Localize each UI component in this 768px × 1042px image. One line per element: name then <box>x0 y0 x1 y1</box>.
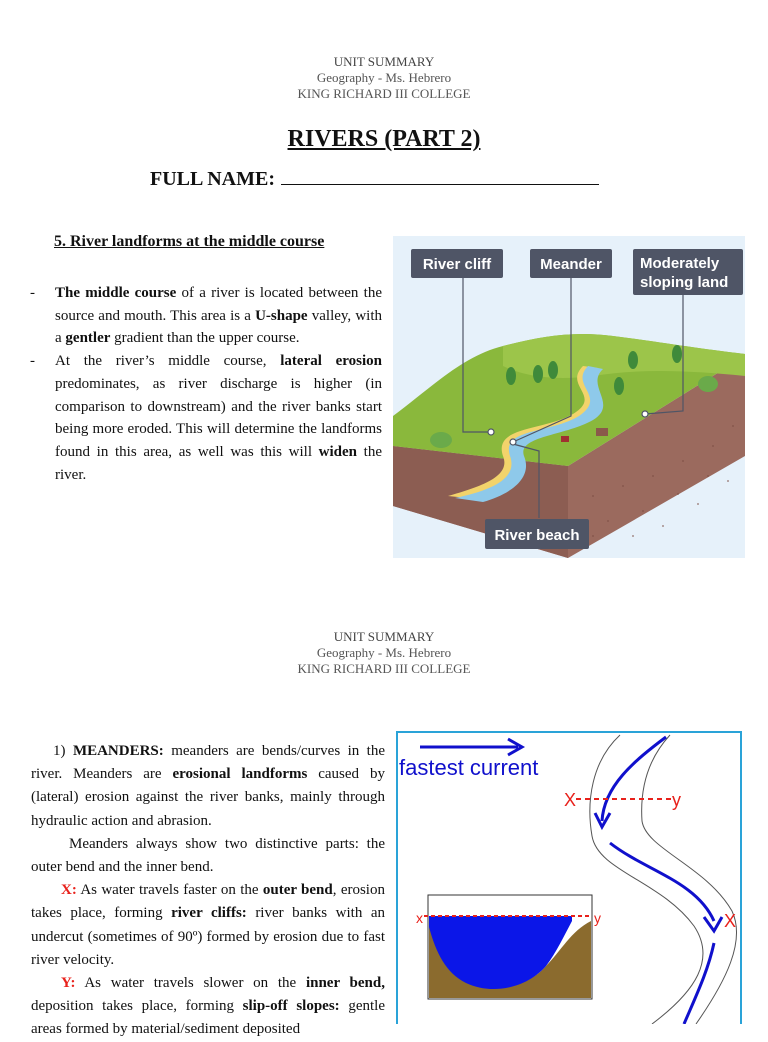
subject-teacher: Geography - Ms. Hebrero <box>316 645 452 660</box>
meander-diagram <box>396 731 742 1024</box>
full-name-row <box>150 166 599 191</box>
unit-summary-label: UNIT SUMMARY <box>333 54 435 69</box>
x-marker-upper: X <box>564 790 577 810</box>
text: caused by (lateral) erosion against the river banks, mainly through hydraulic action and abrasion. <box>31 766 385 829</box>
sloping-land-label-2: sloping land <box>640 274 729 291</box>
text: predominates, as river discharge is higher (in comparison to downstream) and the river banks start being more eroded. This will determine the landforms found in this area, as well was this will <box>55 375 382 460</box>
bold-term: lateral erosion <box>280 353 382 370</box>
unit-summary-label: UNIT SUMMARY <box>333 629 435 644</box>
river-beach-label: River beach <box>494 527 580 544</box>
y-label: Y: <box>61 975 76 992</box>
bold-term: widen <box>318 443 358 460</box>
section-title: 5. River landforms at the middle course <box>54 233 325 250</box>
middle-course-bullets <box>30 282 382 486</box>
bold-term: slip-off slopes: <box>242 998 340 1015</box>
bold-term: inner bend, <box>305 975 385 992</box>
text: gradient than the upper course. <box>110 330 300 347</box>
x-marker-small: x <box>416 910 423 926</box>
bold-term: outer bend <box>262 882 333 899</box>
text: valley, with a <box>55 307 382 347</box>
bold-term: The middle course <box>55 285 177 301</box>
text: river banks with an undercut (sometimes of 90º) formed by erosion due to fast river velocity. <box>31 905 385 968</box>
text: deposition takes place, forming <box>31 998 243 1015</box>
tractor <box>561 436 569 442</box>
unit-summary-header-2 <box>0 629 768 677</box>
y-marker-upper: y <box>672 790 681 810</box>
x-marker-lower: X <box>724 911 737 931</box>
bold-term: U-shape <box>255 307 308 324</box>
meander-label: Meander <box>540 256 602 273</box>
y-marker-small: y <box>594 910 601 926</box>
full-name-label: FULL NAME: <box>150 168 275 190</box>
text: As water travels faster on the <box>76 882 263 899</box>
text: of a river is located between the source and mouth. This area is a <box>55 285 382 324</box>
text: gentle areas formed by material/sediment deposited <box>31 998 385 1038</box>
river-cliff-label: River cliff <box>422 256 492 273</box>
bullet-item <box>30 350 382 486</box>
meanders-parts: Meanders always show two distinctive parts: the outer bend and the inner bend. <box>31 835 385 876</box>
subject-teacher: Geography - Ms. Hebrero <box>316 70 452 85</box>
bullet-dash: - <box>30 285 35 301</box>
inner-bend-paragraph <box>31 972 385 1042</box>
bold-term: erosional landforms <box>172 766 308 783</box>
text: As water travels slower on the <box>75 975 306 992</box>
text: , erosion takes place, forming <box>31 882 385 922</box>
text: At the river’s middle course, <box>55 353 281 370</box>
fastest-current-label: fastest current <box>399 755 539 780</box>
bullet-dash: - <box>30 353 35 370</box>
school-name: KING RICHARD III COLLEGE <box>297 86 471 101</box>
bold-term: river cliffs: <box>171 905 247 922</box>
outer-bend-paragraph <box>31 879 385 972</box>
meanders-text <box>31 740 385 1042</box>
bold-term: gentler <box>65 330 111 347</box>
meanders-definition <box>31 740 385 833</box>
bold-term: MEANDERS: <box>72 743 164 759</box>
bullet-item <box>30 282 382 350</box>
item-number: 1) <box>53 743 73 759</box>
x-label: X: <box>61 882 77 899</box>
text: meanders are bends/curves in the river. Meanders are <box>31 743 386 783</box>
text: the river. <box>55 443 383 483</box>
sloping-land-label-1: Moderately <box>640 255 720 272</box>
full-name-field[interactable] <box>281 166 599 185</box>
unit-summary-header <box>0 54 768 102</box>
farm-house <box>596 428 608 436</box>
school-name: KING RICHARD III COLLEGE <box>297 661 471 676</box>
page-title: RIVERS (PART 2) <box>287 126 481 152</box>
river-middle-course-illustration <box>393 236 745 558</box>
